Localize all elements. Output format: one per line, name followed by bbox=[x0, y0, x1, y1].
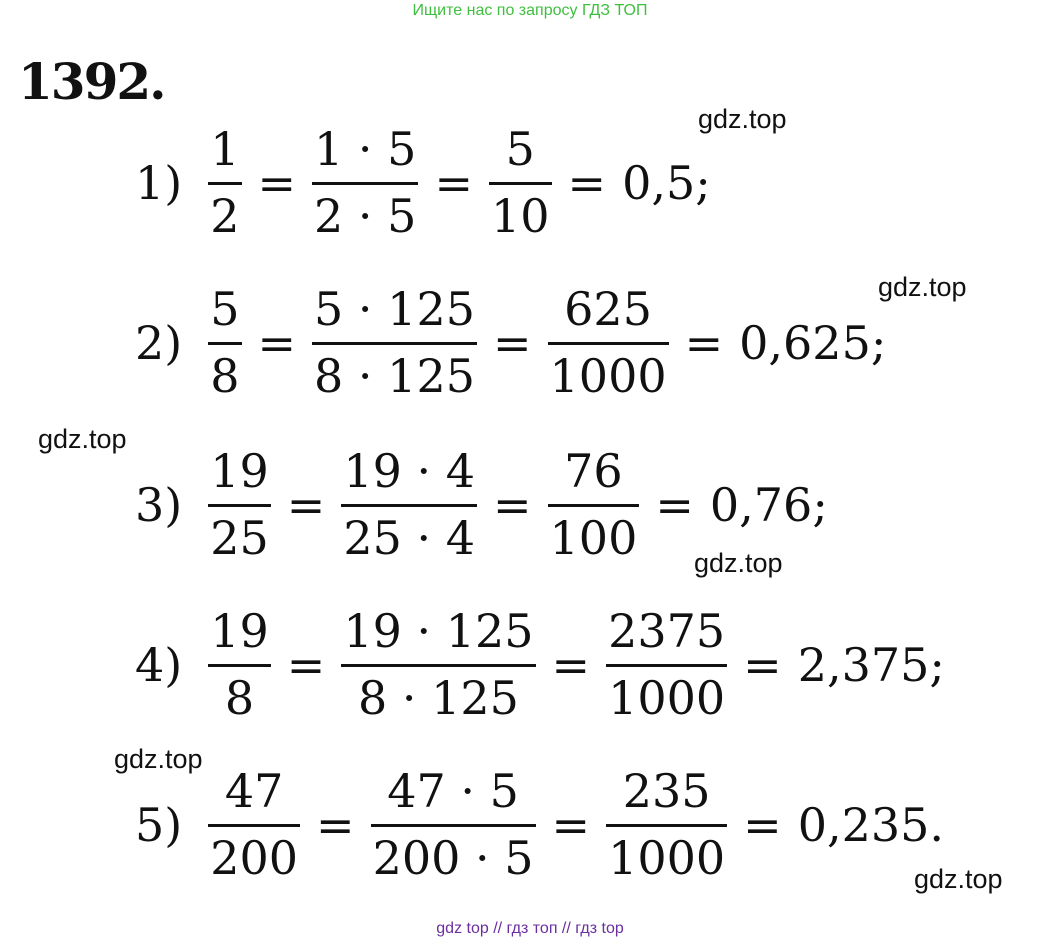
equals-sign: = bbox=[551, 798, 591, 852]
fraction bbox=[606, 604, 727, 725]
equals-sign: = bbox=[257, 156, 297, 210]
equals-sign: = bbox=[551, 638, 591, 692]
watermark: gdz.top bbox=[878, 272, 967, 302]
equals-sign: = bbox=[567, 156, 607, 210]
fraction bbox=[548, 444, 640, 565]
equation-label: 1) bbox=[135, 156, 183, 210]
denominator: 1000 bbox=[549, 348, 667, 403]
fraction-bar bbox=[208, 182, 241, 185]
equation-5 bbox=[135, 750, 1035, 900]
denominator: 1000 bbox=[608, 830, 726, 885]
problem-number: 1392. bbox=[18, 52, 165, 111]
equation-label: 2) bbox=[135, 316, 183, 370]
equals-sign: = bbox=[684, 316, 724, 370]
fraction-bar bbox=[208, 824, 300, 827]
fraction-bar bbox=[371, 824, 536, 827]
fraction bbox=[606, 764, 727, 885]
equation-4 bbox=[135, 590, 1035, 740]
numerator: 1 · 5 bbox=[314, 122, 417, 177]
denominator: 1000 bbox=[608, 670, 726, 725]
denominator: 10 bbox=[491, 188, 550, 243]
numerator: 19 · 125 bbox=[343, 604, 534, 659]
watermark: gdz.top bbox=[38, 424, 127, 454]
equals-sign: = bbox=[257, 316, 297, 370]
numerator: 47 bbox=[224, 764, 284, 819]
fraction bbox=[208, 764, 300, 885]
numerator: 1 bbox=[210, 122, 240, 177]
watermark: gdz.top bbox=[114, 744, 203, 774]
fraction bbox=[341, 444, 477, 565]
numerator: 76 bbox=[564, 444, 623, 499]
fraction bbox=[341, 604, 535, 725]
equation-label: 4) bbox=[135, 638, 183, 692]
fraction bbox=[371, 764, 536, 885]
denominator: 8 · 125 bbox=[357, 670, 519, 725]
watermark: gdz.top bbox=[698, 104, 787, 134]
watermark: gdz.top bbox=[914, 864, 1003, 894]
header-note: Ищите нас по запросу ГДЗ ТОП bbox=[412, 2, 648, 19]
denominator: 200 · 5 bbox=[372, 830, 534, 885]
denominator: 100 bbox=[549, 510, 638, 565]
equals-sign: = bbox=[316, 798, 355, 852]
numerator: 19 bbox=[210, 444, 269, 499]
denominator: 8 · 125 bbox=[314, 348, 475, 403]
numerator: 5 · 125 bbox=[314, 282, 475, 337]
numerator: 47 · 5 bbox=[387, 764, 519, 819]
equals-sign: = bbox=[655, 478, 694, 532]
watermark: gdz.top bbox=[694, 548, 783, 578]
fraction-bar bbox=[341, 664, 535, 667]
fraction-bar bbox=[606, 824, 727, 827]
fraction bbox=[208, 444, 271, 565]
decimal-result: 0,235. bbox=[797, 798, 944, 852]
numerator: 235 bbox=[622, 764, 711, 819]
equation-2 bbox=[135, 268, 1035, 418]
fraction bbox=[208, 122, 241, 243]
numerator: 5 bbox=[505, 122, 535, 177]
equals-sign: = bbox=[492, 478, 532, 532]
denominator: 2 bbox=[210, 188, 240, 243]
fraction-bar bbox=[208, 342, 241, 345]
fraction-bar bbox=[312, 182, 418, 185]
numerator: 625 bbox=[564, 282, 652, 337]
denominator: 2 · 5 bbox=[314, 188, 417, 243]
denominator: 8 bbox=[210, 348, 240, 403]
equals-sign: = bbox=[492, 316, 532, 370]
fraction-bar bbox=[208, 664, 271, 667]
fraction-bar bbox=[341, 504, 477, 507]
equation-3 bbox=[135, 430, 1035, 580]
numerator: 5 bbox=[210, 282, 240, 337]
equals-sign: = bbox=[286, 478, 326, 532]
fraction-bar bbox=[548, 342, 669, 345]
decimal-result: 0,5; bbox=[622, 156, 711, 210]
decimal-result: 2,375; bbox=[797, 638, 945, 692]
fraction bbox=[312, 122, 418, 243]
equals-sign: = bbox=[743, 638, 782, 692]
numerator: 19 · 4 bbox=[343, 444, 475, 499]
fraction bbox=[208, 604, 271, 725]
equals-sign: = bbox=[434, 156, 473, 210]
fraction bbox=[548, 282, 669, 403]
equals-sign: = bbox=[743, 798, 782, 852]
fraction bbox=[489, 122, 552, 243]
decimal-result: 0,76; bbox=[709, 478, 828, 532]
equation-1 bbox=[135, 108, 1035, 258]
fraction-bar bbox=[208, 504, 271, 507]
numerator: 19 bbox=[210, 604, 269, 659]
denominator: 8 bbox=[224, 670, 255, 725]
fraction-bar bbox=[606, 664, 727, 667]
fraction-bar bbox=[489, 182, 552, 185]
denominator: 200 bbox=[210, 830, 299, 885]
fraction bbox=[208, 282, 241, 403]
footer-note: gdz top // гдз топ // гдз top bbox=[436, 920, 624, 937]
denominator: 25 bbox=[210, 510, 269, 565]
equation-label: 5) bbox=[135, 798, 183, 852]
denominator: 25 · 4 bbox=[343, 510, 475, 565]
fraction-bar bbox=[548, 504, 640, 507]
fraction bbox=[312, 282, 477, 403]
fraction-bar bbox=[312, 342, 477, 345]
numerator: 2375 bbox=[608, 604, 726, 659]
equals-sign: = bbox=[286, 638, 326, 692]
equation-label: 3) bbox=[135, 478, 183, 532]
decimal-result: 0,625; bbox=[739, 316, 887, 370]
